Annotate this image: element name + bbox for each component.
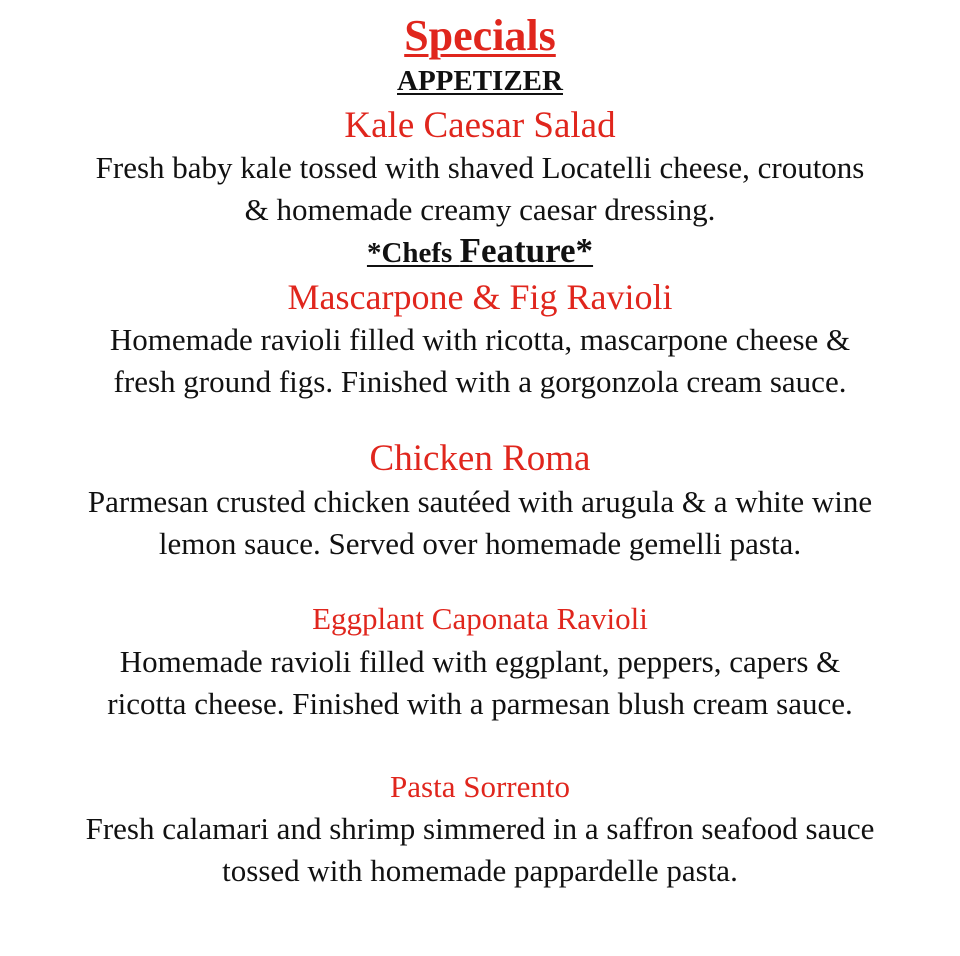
dish-description-line-2: lemon sauce. Served over homemade gemelli pasta. (158, 526, 802, 561)
dish-description-line-2: ricotta cheese. Finished with a parmesan blush cream sauce. (107, 686, 853, 721)
appetizer-name: Kale Caesar Salad (344, 105, 616, 146)
chefs-feature-heading-part-1: *Chefs (366, 237, 460, 269)
appetizer-description-line-1: Fresh baby kale tossed with shaved Locatelli cheese, croutons (95, 150, 865, 185)
chefs-feature-heading (0, 233, 960, 268)
dish-name: Pasta Sorrento (390, 769, 570, 804)
dish-name: Eggplant Caponata Ravioli (312, 601, 648, 636)
dish-name: Chicken Roma (369, 438, 591, 479)
chefs-feature-heading-part-2: Feature* (459, 231, 594, 270)
dish-description-line-2: tossed with homemade pappardelle pasta. (222, 853, 738, 888)
dish-description-line-1: Fresh calamari and shrimp simmered in a saffron seafood sauce (85, 811, 875, 846)
dish-description-line-2: fresh ground figs. Finished with a gorgonzola cream sauce. (113, 364, 847, 399)
dish-description-line-1: Homemade ravioli filled with ricotta, mascarpone cheese & (109, 322, 851, 357)
appetizer-description-line-2: & homemade creamy caesar dressing. (244, 192, 716, 227)
dish-description-line-1: Parmesan crusted chicken sautéed with arugula & a white wine (87, 484, 873, 519)
dish-description-line-1: Homemade ravioli filled with eggplant, peppers, capers & (119, 644, 841, 679)
dish-name: Mascarpone & Fig Ravioli (287, 277, 673, 317)
menu-title: Specials (404, 11, 556, 60)
appetizer-heading: APPETIZER (397, 65, 563, 97)
